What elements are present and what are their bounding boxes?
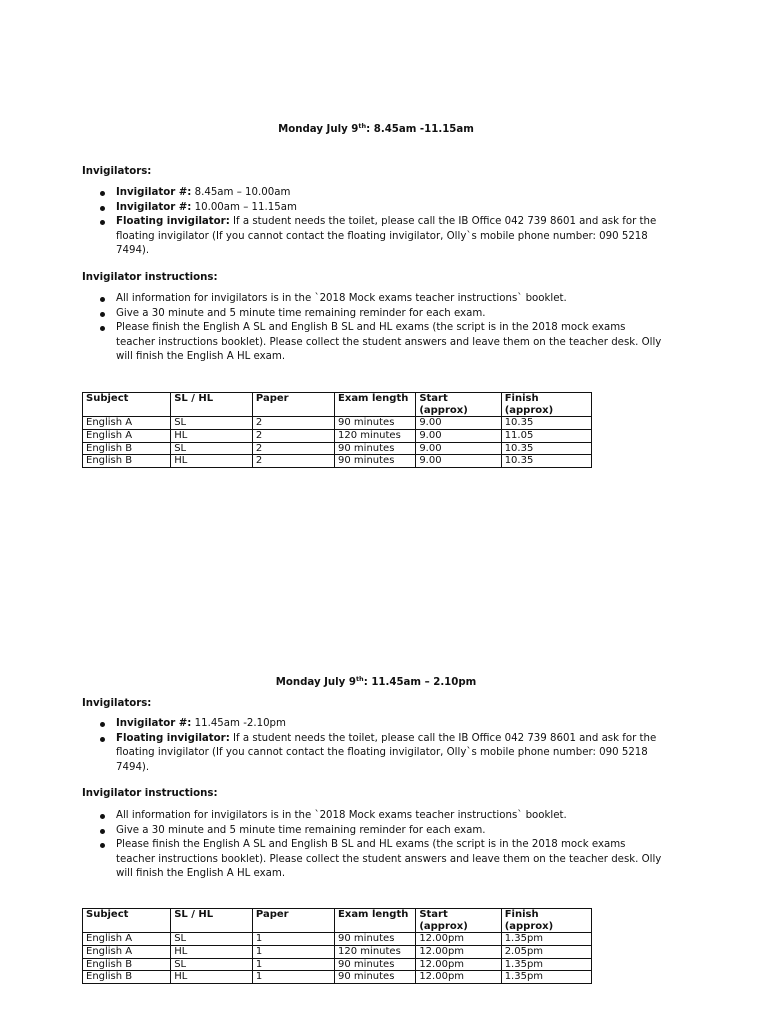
table-cell: English B [83, 958, 171, 971]
table-cell: SL [171, 417, 253, 430]
invigilator-label: Floating invigilator: [116, 216, 230, 227]
session-2-instructions-heading: Invigilator instructions: [82, 788, 218, 799]
table-cell: 120 minutes [335, 945, 416, 958]
table-cell: English A [83, 933, 171, 946]
table-row [83, 958, 592, 971]
session-1-title [0, 123, 752, 138]
session-1-instructions-heading: Invigilator instructions: [82, 272, 218, 283]
bullet-icon [100, 326, 105, 331]
instruction-text: Give a 30 minute and 5 minute time remaining reminder for each exam. [116, 307, 486, 319]
bullet-icon [100, 829, 105, 834]
table-cell: 2 [252, 429, 334, 442]
column-header: Start (approx) [416, 909, 501, 933]
list-item [82, 732, 662, 776]
table-cell: English B [83, 455, 171, 468]
list-item [82, 838, 662, 882]
list-item [82, 809, 662, 824]
table-cell: 90 minutes [335, 933, 416, 946]
table-cell: 12.00pm [416, 958, 501, 971]
table-cell: 2.05pm [501, 945, 591, 958]
table-cell: 1.35pm [501, 933, 591, 946]
column-header: Finish (approx) [501, 909, 591, 933]
session-2-invigilators-list [82, 717, 662, 775]
instruction-text: All information for invigilators is in the `2018 Mock exams teacher instructions` booklet. [116, 810, 567, 821]
session-1-title-prefix: Monday July 9 [278, 124, 359, 135]
table-row [83, 429, 592, 442]
bullet-icon [100, 737, 105, 742]
session-2-title-suffix: : 11.45am – 2.10pm [363, 677, 477, 688]
invigilator-text: If a student needs the toilet, please call the IB Office 042 739 8601 and ask for the floating invigilator (If you cannot contact the floating invigilator, Olly`s mobile phone number: 090 5218 7494). [116, 216, 657, 256]
bullet-icon [100, 312, 105, 317]
column-header: Subject [83, 393, 171, 417]
invigilator-label: Invigilator #: [116, 718, 192, 729]
table-cell: HL [171, 429, 253, 442]
column-header: Exam length [335, 393, 416, 417]
table-cell: 2 [252, 455, 334, 468]
session-2-title-prefix: Monday July 9 [275, 677, 356, 688]
table-cell: English A [83, 945, 171, 958]
invigilator-text: If a student needs the toilet, please call the IB Office 042 739 8601 and ask for the floating invigilator (If you cannot contact the floating invigilator, Olly`s mobile phone number: 090 5218 7494). [116, 732, 657, 773]
list-item [82, 321, 662, 365]
table-row [83, 971, 592, 984]
table-cell: 90 minutes [335, 455, 416, 468]
table-cell: 9.00 [416, 429, 501, 442]
session-2-title [0, 676, 752, 691]
session-2-title-sup: th [355, 675, 364, 683]
table-cell: 90 minutes [335, 442, 416, 455]
table-cell: 12.00pm [416, 945, 501, 958]
table-header-row [83, 393, 592, 417]
session-1-title-sup: th [358, 122, 367, 130]
table-cell: English A [83, 429, 171, 442]
table-cell: 9.00 [416, 417, 501, 430]
table-cell: HL [171, 945, 253, 958]
table-cell: 1.35pm [501, 971, 591, 984]
table-cell: HL [171, 455, 253, 468]
table-cell: 90 minutes [335, 417, 416, 430]
instruction-text: All information for invigilators is in the `2018 Mock exams teacher instructions` booklet. [116, 293, 567, 304]
session-2-invigilators-heading: Invigilators: [82, 698, 152, 709]
table-cell: 1 [252, 971, 334, 984]
bullet-icon [100, 722, 105, 727]
column-header: SL / HL [171, 909, 253, 933]
session-1-title-suffix: : 8.45am -11.15am [366, 124, 474, 135]
session-2-exam-table [82, 908, 592, 984]
table-header-row [83, 909, 592, 933]
table-cell: SL [171, 958, 253, 971]
table-cell: 1 [252, 958, 334, 971]
table-cell: English A [83, 417, 171, 430]
table-cell: 9.00 [416, 442, 501, 455]
table-cell: 1 [252, 945, 334, 958]
invigilator-text: 11.45am -2.10pm [191, 718, 286, 729]
session-1-invigilators-list [82, 186, 662, 259]
bullet-icon [100, 814, 105, 819]
table-cell: 1 [252, 933, 334, 946]
invigilator-label: Invigilator #: [116, 201, 192, 213]
invigilator-text: 8.45am – 10.00am [191, 187, 291, 198]
bullet-icon [100, 843, 105, 848]
list-item [82, 215, 662, 259]
bullet-icon [100, 206, 105, 211]
session-2-instructions-list [82, 809, 662, 882]
list-item [82, 307, 662, 322]
list-item [82, 717, 662, 732]
table-row [83, 933, 592, 946]
table-cell: 2 [252, 417, 334, 430]
list-item [82, 292, 662, 307]
table-cell: 12.00pm [416, 933, 501, 946]
table-cell: 12.00pm [416, 971, 501, 984]
table-cell: 90 minutes [335, 971, 416, 984]
session-1-instructions-list [82, 292, 662, 365]
column-header: Exam length [335, 909, 416, 933]
table-cell: English B [83, 442, 171, 455]
table-cell: HL [171, 971, 253, 984]
list-item [82, 824, 662, 839]
table-cell: 2 [252, 442, 334, 455]
list-item [82, 201, 662, 216]
table-row [83, 442, 592, 455]
list-item [82, 186, 662, 201]
table-cell: 9.00 [416, 455, 501, 468]
invigilator-text: 10.00am – 11.15am [191, 201, 297, 213]
instruction-text: Please finish the English A SL and English B SL and HL exams (the script is in the 2018 mock exams teacher instructions booklet). Please collect the student answers and leave them on the teacher desk. Olly will finish the English A HL exam. [116, 839, 662, 879]
table-cell: 10.35 [501, 455, 591, 468]
table-cell: 1.35pm [501, 958, 591, 971]
table-cell: 90 minutes [335, 958, 416, 971]
bullet-icon [100, 191, 105, 196]
invigilator-label: Floating invigilator: [116, 732, 230, 744]
column-header: Subject [83, 909, 171, 933]
bullet-icon [100, 220, 105, 225]
table-cell: SL [171, 442, 253, 455]
column-header: SL / HL [171, 393, 253, 417]
column-header: Paper [252, 393, 334, 417]
session-1-exam-table [82, 392, 592, 468]
table-cell: 10.35 [501, 417, 591, 430]
instruction-text: Give a 30 minute and 5 minute time remaining reminder for each exam. [116, 824, 486, 836]
table-row [83, 417, 592, 430]
table-row [83, 945, 592, 958]
instruction-text: Please finish the English A SL and English B SL and HL exams (the script is in the 2018 mock exams teacher instructions booklet). Please collect the student answers and leave them on the teacher desk. Olly will finish the English A HL exam. [116, 322, 662, 362]
invigilator-label: Invigilator #: [116, 187, 192, 198]
table-cell: 10.35 [501, 442, 591, 455]
table-cell: 11.05 [501, 429, 591, 442]
column-header: Start (approx) [416, 393, 501, 417]
column-header: Paper [252, 909, 334, 933]
table-cell: SL [171, 933, 253, 946]
bullet-icon [100, 297, 105, 302]
column-header: Finish (approx) [501, 393, 591, 417]
table-row [83, 455, 592, 468]
table-cell: 120 minutes [335, 429, 416, 442]
session-1-invigilators-heading: Invigilators: [82, 166, 152, 177]
table-cell: English B [83, 971, 171, 984]
